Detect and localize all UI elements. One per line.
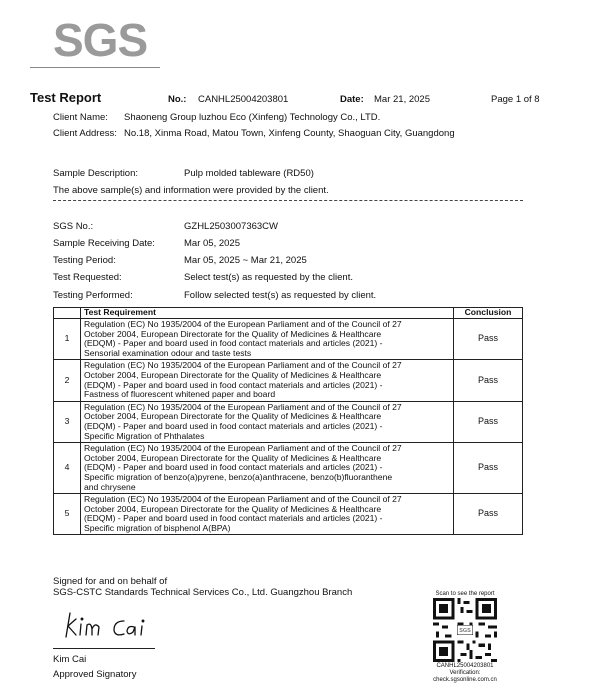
row-conclusion: Pass [454,443,523,494]
requirement-line: Specific Migration of Phthalates [84,430,205,441]
row-conclusion: Pass [454,401,523,442]
requirement-line: (EDQM) - Paper and board used in food contact materials and articles (2021) - [84,338,383,349]
requirement-line: Specific migration of bisphenol A(BPA) [84,522,231,533]
requirement-line: Sensorial examination odour and taste tests [84,347,252,358]
row-requirement [81,319,454,360]
requirement-line: (EDQM) - Paper and board used in food contact materials and articles (2021) - [84,513,383,524]
qr-center-text: SGS [459,628,471,635]
requirement-line: October 2004, European Directorate for the Quality of Medicines & Healthcare [84,369,382,380]
sgs-no-label: SGS No.: [53,221,94,232]
row-requirement [81,443,454,494]
header-number [54,308,81,319]
sgs-no-value: GZHL2503007363CW [184,221,278,232]
requirement-line: Regulation (EC) No 1935/2004 of the European Parliament and of the Council of 27 [84,443,402,454]
requirement-line: Fastness of fluorescent whitened paper and board [84,389,276,400]
row-number: 2 [54,360,81,401]
client-address-value: No.18, Xinma Road, Matou Town, Xinfeng County, Shaoguan City, Guangdong [124,128,455,139]
sgs-logo: SGS [53,14,148,66]
table-header-row [54,308,523,319]
table-row [54,319,523,360]
row-number: 3 [54,401,81,442]
signed-on-behalf: Signed for and on behalf of [53,576,168,587]
row-requirement [81,360,454,401]
requirement-line: Specific migration of benzo(a)pyrene, benzo(a)anthracene, benzo(b)fluoranthene [84,471,393,482]
header-requirement: Test Requirement [81,308,454,319]
test-requested-label: Test Requested: [53,272,122,283]
requirement-line: (EDQM) - Paper and board used in food contact materials and articles (2021) - [84,420,383,431]
qr-verification-label: Verification: [449,670,481,676]
signature-line [53,648,155,649]
row-requirement [81,494,454,535]
row-conclusion: Pass [454,319,523,360]
requirement-line: October 2004, European Directorate for the Quality of Medicines & Healthcare [84,452,382,463]
requirement-line: (EDQM) - Paper and board used in food contact materials and articles (2021) - [84,462,383,473]
testing-period-value: Mar 05, 2025 ~ Mar 21, 2025 [184,255,307,266]
client-name-value: Shaoneng Group luzhou Eco (Xinfeng) Technology Co., LTD. [124,112,381,123]
client-name-label: Client Name: [53,112,108,123]
requirement-line: October 2004, European Directorate for the Quality of Medicines & Healthcare [84,328,382,339]
requirement-line: October 2004, European Directorate for the Quality of Medicines & Healthcare [84,411,382,422]
table-row [54,494,523,535]
table-row [54,360,523,401]
requirement-line: Regulation (EC) No 1935/2004 of the European Parliament and of the Council of 27 [84,494,402,505]
requirement-line: October 2004, European Directorate for the Quality of Medicines & Healthcare [84,503,382,514]
requirement-line: and chrysene [84,481,136,492]
qr-caption: Scan to see the report [435,591,495,597]
dashed-divider [53,200,523,201]
handwritten-signature [62,607,162,643]
report-date-value: Mar 21, 2025 [374,94,430,105]
testing-period-label: Testing Period: [53,255,116,266]
test-requirements-table [53,307,523,535]
report-no-value: CANHL25004203801 [198,94,289,105]
testing-performed-value: Follow selected test(s) as requested by client. [184,290,377,301]
row-number: 4 [54,443,81,494]
sample-provided-note: The above sample(s) and information were provided by the client. [53,185,329,196]
qr-verification-url[interactable]: check.sgsonline.com.cn [433,677,497,683]
requirement-line: Regulation (EC) No 1935/2004 of the European Parliament and of the Council of 27 [84,319,402,329]
qr-code-icon[interactable] [433,598,497,662]
logo-underline [30,67,160,68]
receiving-date-value: Mar 05, 2025 [184,238,240,249]
report-title: Test Report [30,90,102,105]
row-requirement [81,401,454,442]
table-row [54,443,523,494]
row-conclusion: Pass [454,494,523,535]
requirement-line: (EDQM) - Paper and board used in food contact materials and articles (2021) - [84,379,383,390]
report-date-label: Date: [340,94,364,105]
requirement-line: Regulation (EC) No 1935/2004 of the European Parliament and of the Council of 27 [84,360,402,371]
sample-description-label: Sample Description: [53,168,139,179]
receiving-date-label: Sample Receiving Date: [53,238,155,249]
table-row [54,401,523,442]
row-conclusion: Pass [454,360,523,401]
signing-company: SGS-CSTC Standards Technical Services Co., Ltd. Guangzhou Branch [53,587,353,598]
row-number: 5 [54,494,81,535]
row-number: 1 [54,319,81,360]
testing-performed-label: Testing Performed: [53,290,133,301]
sample-description-value: Pulp molded tableware (RD50) [184,168,314,179]
qr-report-code: CANHL25004203801 [436,663,494,669]
signatory-name: Kim Cai [53,654,87,665]
requirement-line: Regulation (EC) No 1935/2004 of the European Parliament and of the Council of 27 [84,401,402,412]
signatory-role: Approved Signatory [53,669,137,680]
report-no-label: No.: [168,94,187,105]
test-requested-value: Select test(s) as requested by the client. [184,272,353,283]
header-conclusion: Conclusion [454,308,523,319]
page-number: Page 1 of 8 [491,94,540,105]
client-address-label: Client Address: [53,128,117,139]
